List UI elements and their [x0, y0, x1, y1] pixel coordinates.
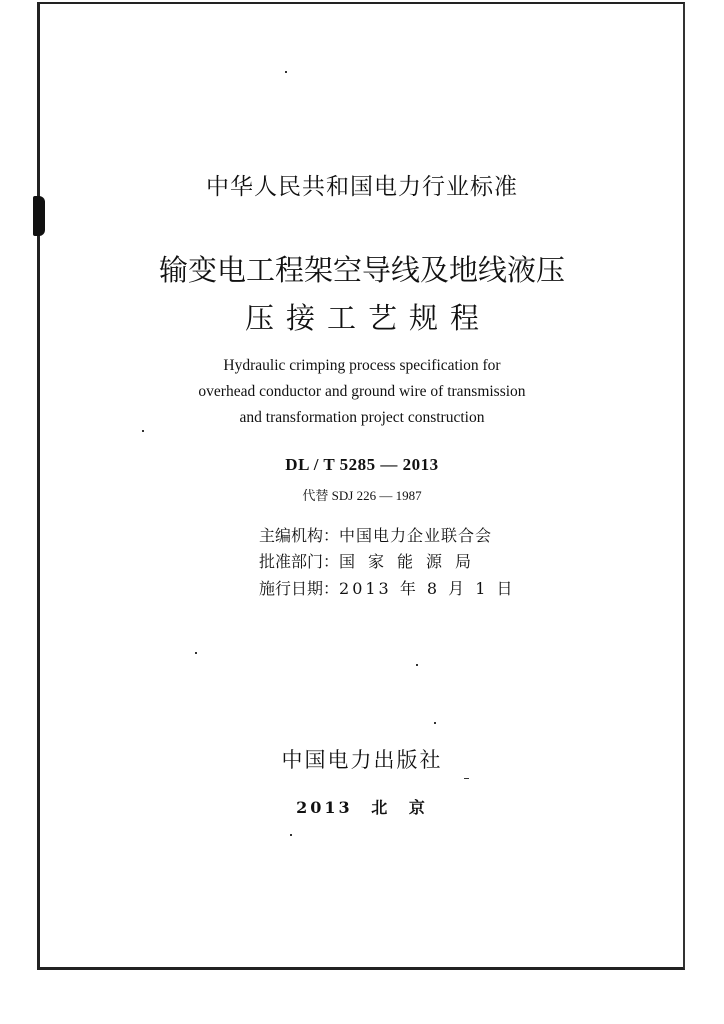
editor-row: [259, 523, 492, 546]
scan-speck: [434, 722, 436, 724]
standard-code: DL / T 5285 — 2013: [285, 455, 439, 474]
scan-speck: [416, 664, 418, 666]
editor-value: 中国电力企业联合会: [339, 526, 493, 545]
scan-speck: [285, 71, 287, 73]
publisher-name: 中国电力出版社: [281, 748, 443, 772]
title-zh-line-1: 输变电工程架空导线及地线液压: [158, 253, 565, 287]
publication-year-place: 2013 北 京: [296, 798, 428, 817]
scan-speck: [142, 430, 144, 432]
scan-speck: [195, 652, 197, 654]
title-en-line-1: Hydraulic crimping process specification for: [223, 357, 501, 374]
binding-mark: [33, 196, 45, 236]
effective-label: 施行日期：: [259, 579, 340, 598]
approver-label: 批准部门：: [259, 552, 340, 571]
replaces-standard: 代替 SDJ 226 — 1987: [302, 488, 422, 503]
title-zh-line-2: 压接工艺规程: [244, 301, 491, 335]
title-en-line-3: and transformation project construction: [239, 409, 485, 426]
approver-row: [259, 549, 484, 572]
approver-value: 国家能源局: [339, 552, 485, 571]
title-en-line-2: overhead conductor and ground wire of transmission: [198, 383, 526, 400]
scan-speck: [464, 778, 469, 779]
standard-category: 中华人民共和国电力行业标准: [206, 174, 518, 200]
editor-label: 主编机构：: [259, 526, 340, 545]
scan-speck: [290, 834, 292, 836]
effective-value: 2013 年 8 月 1 日: [339, 579, 516, 598]
effective-date-row: [259, 576, 516, 599]
